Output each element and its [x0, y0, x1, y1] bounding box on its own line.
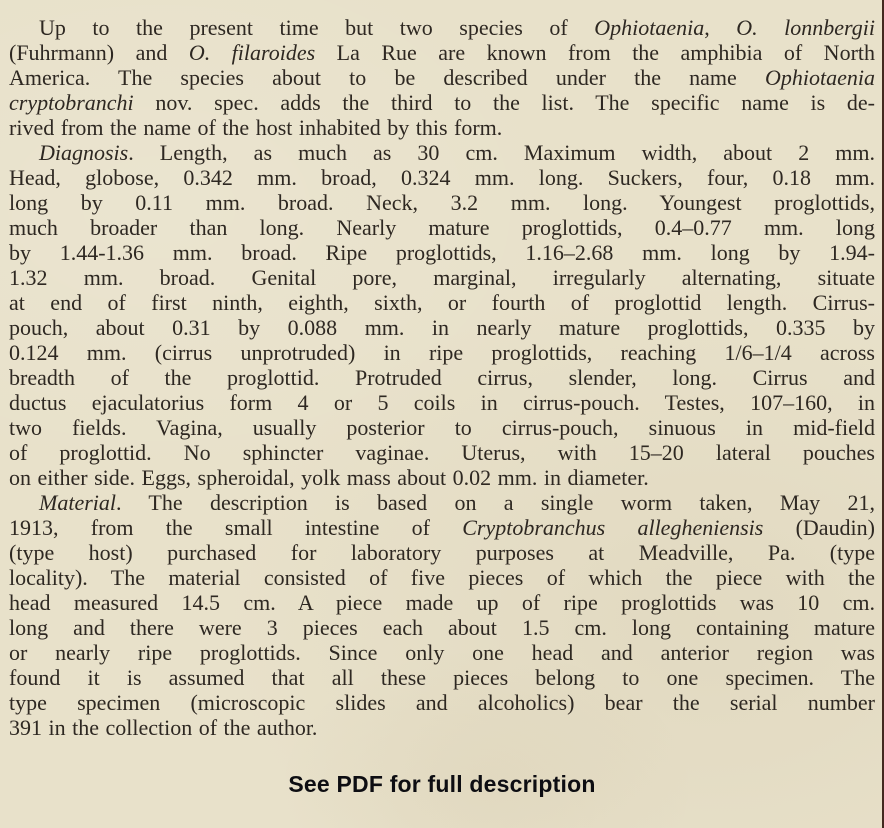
text-segment: cryptobranchi: [9, 90, 134, 115]
text-line: [9, 440, 875, 465]
text-segment: or nearly ripe proglottids. Since only one head and anterior region was: [9, 640, 875, 665]
text-segment: by 1.44-1.36 mm. broad. Ripe proglottids, 1.16–2.68 mm. long by 1.94-: [9, 240, 875, 265]
text-segment: head measured 14.5 cm. A piece made up of ripe proglottids was 10 cm.: [9, 590, 875, 615]
text-line: [9, 15, 875, 40]
paragraph-intro: [9, 15, 875, 140]
text-segment: type specimen (microscopic slides and alcoholics) bear the serial number: [9, 690, 875, 715]
text-line: [9, 265, 875, 290]
see-pdf-caption: See PDF for full description: [288, 771, 596, 797]
text-segment: much broader than long. Nearly mature proglottids, 0.4–0.77 mm. long: [9, 215, 875, 240]
text-segment: long and there were 3 pieces each about 1.5 cm. long containing mature: [9, 615, 875, 640]
text-segment: nov. spec. adds the third to the list. The specific name is de-: [133, 90, 875, 115]
text-segment: on either side. Eggs, spheroidal, yolk mass about 0.02 mm. in diameter.: [9, 465, 649, 490]
text-line: [9, 665, 875, 690]
text-segment: breadth of the proglottid. Protruded cirrus, slender, long. Cirrus and: [9, 365, 875, 390]
text-line: [9, 415, 875, 440]
text-line: [9, 640, 875, 665]
text-line: [9, 315, 875, 340]
text-line: [9, 115, 875, 140]
text-segment: two fields. Vagina, usually posterior to cirrus-pouch, sinuous in mid-field: [9, 415, 875, 440]
text-segment: . Length, as much as 30 cm. Maximum width, about 2 mm.: [128, 140, 875, 165]
text-segment: 1.32 mm. broad. Genital pore, marginal, irregularly alternating, situate: [9, 265, 875, 290]
document-text: [9, 15, 875, 740]
text-segment: at end of first ninth, eighth, sixth, or fourth of proglottid length. Cirrus-: [9, 290, 875, 315]
text-segment: (Daudin): [763, 515, 875, 540]
text-segment: 391 in the collection of the author.: [9, 715, 318, 740]
text-segment: ductus ejaculatorius form 4 or 5 coils in cirrus-pouch. Testes, 107–160, in: [9, 390, 875, 415]
text-segment: 1913, from the small intestine of: [9, 515, 463, 540]
text-segment: Material: [39, 490, 116, 515]
text-segment: O. filaroides: [188, 40, 316, 65]
text-segment: Head, globose, 0.342 mm. broad, 0.324 mm. long. Suckers, four, 0.18 mm.: [9, 165, 875, 190]
text-line: [9, 215, 875, 240]
text-segment: rived from the name of the host inhabited by this form.: [9, 115, 503, 140]
text-segment: . The description is based on a single worm taken, May 21,: [116, 490, 875, 515]
text-segment: long by 0.11 mm. broad. Neck, 3.2 mm. long. Youngest proglottids,: [9, 190, 875, 215]
text-segment: pouch, about 0.31 by 0.088 mm. in nearly mature proglottids, 0.335 by: [9, 315, 875, 340]
text-line: [9, 590, 875, 615]
text-line: [9, 365, 875, 390]
text-line: [9, 565, 875, 590]
text-line: [9, 90, 875, 115]
text-segment: found it is assumed that all these pieces belong to one specimen. The: [9, 665, 875, 690]
text-segment: Diagnosis: [39, 140, 129, 165]
paragraph-material: [9, 490, 875, 740]
text-segment: O. lonnbergii: [736, 15, 875, 40]
text-segment: Ophiotaenia: [594, 15, 705, 40]
text-line: [9, 40, 875, 65]
text-segment: Ophiotaenia: [765, 65, 875, 90]
text-line: [9, 515, 875, 540]
text-segment: (type host) purchased for laboratory purposes at Meadville, Pa. (type: [9, 540, 875, 565]
text-line: [9, 465, 875, 490]
text-line: [9, 65, 875, 90]
text-segment: 0.124 mm. (cirrus unprotruded) in ripe proglottids, reaching 1/6–1/4 across: [9, 340, 875, 365]
text-line: [9, 165, 875, 190]
text-line: [9, 290, 875, 315]
text-segment: (Fuhrmann) and: [9, 40, 189, 65]
text-segment: La Rue are known from the amphibia of North: [315, 40, 875, 65]
text-segment: Cryptobranchus allegheniensis: [462, 515, 764, 540]
text-segment: of proglottid. No sphincter vaginae. Uterus, with 15–20 lateral pouches: [9, 440, 875, 465]
text-line: [9, 390, 875, 415]
text-line: [9, 190, 875, 215]
text-segment: locality). The material consisted of five pieces of which the piece with the: [9, 565, 875, 590]
text-line: [9, 540, 875, 565]
text-line: [9, 690, 875, 715]
text-line: [9, 715, 875, 740]
text-segment: ,: [704, 15, 737, 40]
paragraph-diagnosis: [9, 140, 875, 490]
text-line: [9, 615, 875, 640]
text-segment: America. The species about to be described under the name: [9, 65, 765, 90]
text-line: [9, 140, 875, 165]
text-line: [9, 490, 875, 515]
text-line: [9, 240, 875, 265]
text-segment: Up to the present time but two species of: [39, 15, 595, 40]
text-line: [9, 340, 875, 365]
